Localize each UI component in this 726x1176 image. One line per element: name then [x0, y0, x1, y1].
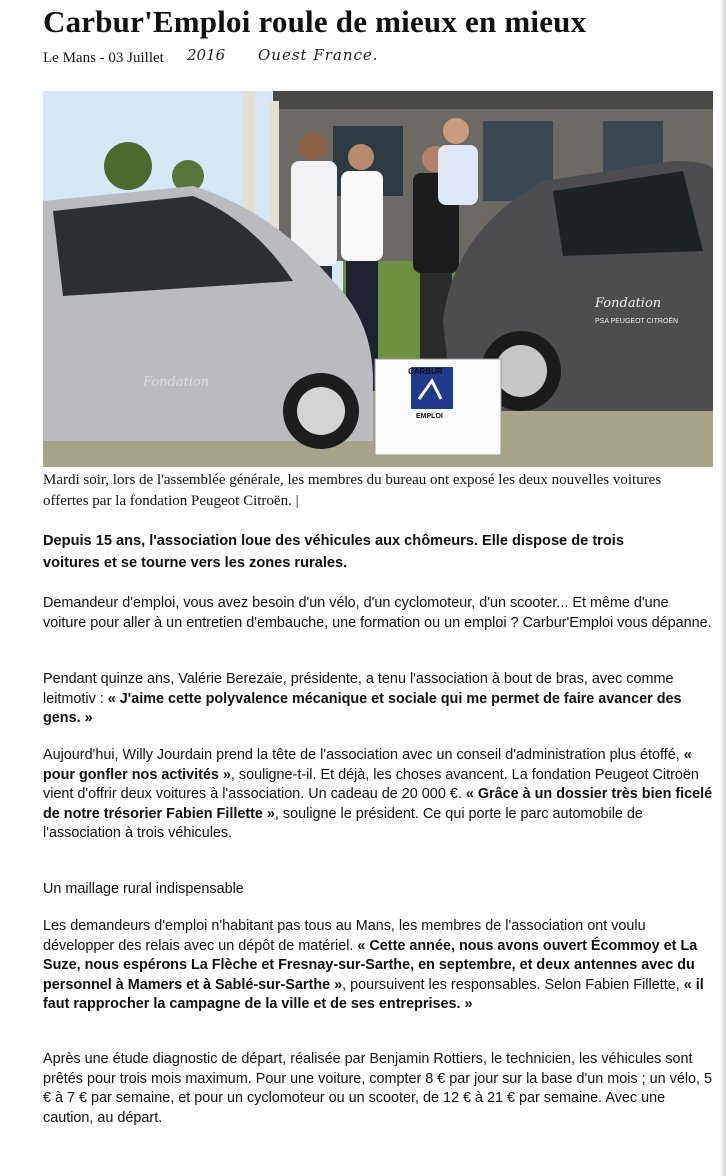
- photo-illustration: [43, 91, 713, 467]
- svg-text:CARBUR: CARBUR: [408, 367, 443, 376]
- svg-text:Fondation: Fondation: [595, 296, 662, 311]
- quote: « il faut rapprocher la campagne de la ville et de ses entreprises. »: [43, 976, 704, 1012]
- svg-text:EMPLOI: EMPLOI: [416, 413, 443, 420]
- paragraph-rural: [43, 917, 713, 1015]
- svg-text:Fondation: Fondation: [143, 375, 210, 390]
- paragraph-intro: Demandeur d'emploi, vous avez besoin d'un vélo, d'un cyclomoteur, d'un scooter... Et même d'une voiture pour aller à un entretien d'embauche, une formation ou un emploi ? Carbur'Emploi vous dépanne.: [43, 595, 712, 631]
- article-title: Carbur'Emploi roule de mieux en mieux: [43, 4, 587, 39]
- quote: « J'aime cette polyvalence mécanique et sociale qui me permet de faire avancer des gens. »: [43, 690, 682, 726]
- paragraph-president: [43, 670, 713, 729]
- article-lead: Depuis 15 ans, l'association loue des véhicules aux chômeurs. Elle dispose de trois voitures et se tourne vers les zones rurales.: [43, 533, 624, 571]
- carbur-emploi-sign: [375, 359, 501, 455]
- paragraph-new-president: [43, 746, 713, 844]
- tree: [104, 142, 152, 190]
- quote: « Cette année, nous avons ouvert Écommoy et La Suze, nous espérons La Flèche et Fresnay-sur-Sarthe, en septembre, et deux antennes avec du personnel à Mamers et à Sablé-sur-Sarthe »: [43, 937, 698, 993]
- paragraph-text: , poursuivent les responsables. Selon Fabien Fillette,: [342, 976, 684, 993]
- dateline: Le Mans - 03 Juillet: [43, 50, 164, 66]
- paragraph-text: , souligne le président. Ce qui porte le parc automobile de l'association à trois véhicules.: [43, 805, 643, 841]
- quote: « pour gonfler nos activités »: [43, 747, 692, 783]
- paragraph-pricing: Après une étude diagnostic de départ, réalisée par Benjamin Rottiers, le technicien, les véhicules sont prêtés pour trois mois maximum. Pour une voiture, compter 8 € par jour sur la base d'un mois ; un vélo, 5 € à 7 € par semaine, et pour un cyclomoteur ou un scooter, de 12 € à 21 € par semaine. Avec une caution, au départ.: [43, 1051, 713, 1126]
- subheading: Un maillage rural indispensable: [43, 881, 244, 897]
- handwritten-year: 2016: [187, 46, 226, 64]
- paragraph-text: Les demandeurs d'emploi n'habitant pas tous au Mans, les membres de l'association ont voulu développer des relais avec un dépôt de matériel.: [43, 918, 646, 954]
- paragraph-text: Aujourd'hui, Willy Jourdain prend la tête de l'association avec un conseil d'administration plus étoffé,: [43, 747, 684, 763]
- handwritten-source: Ouest France.: [258, 46, 379, 64]
- article-photo: [43, 91, 713, 467]
- paragraph-text: Pendant quinze ans, Valérie Berezaie, présidente, a tenu l'association à bout de bras, avec comme leitmotiv :: [43, 671, 674, 707]
- photo-caption: Mardi soir, lors de l'assemblée générale, les membres du bureau ont exposé les deux nouvelles voitures offertes par la fondation Peugeot Citroën. |: [43, 472, 662, 509]
- paragraph-text: , souligne-t-il. Et déjà, les choses avancent. La fondation Peugeot Citroën vient d'offrir deux voitures à l'association. Un cadeau de 20 000 €.: [43, 766, 699, 802]
- quote: « Grâce à un dossier très bien ficelé de notre trésorier Fabien Fillette »: [43, 786, 713, 822]
- scan-edge: [720, 0, 726, 1176]
- svg-text:PSA PEUGEOT CITROËN: PSA PEUGEOT CITROËN: [595, 318, 679, 325]
